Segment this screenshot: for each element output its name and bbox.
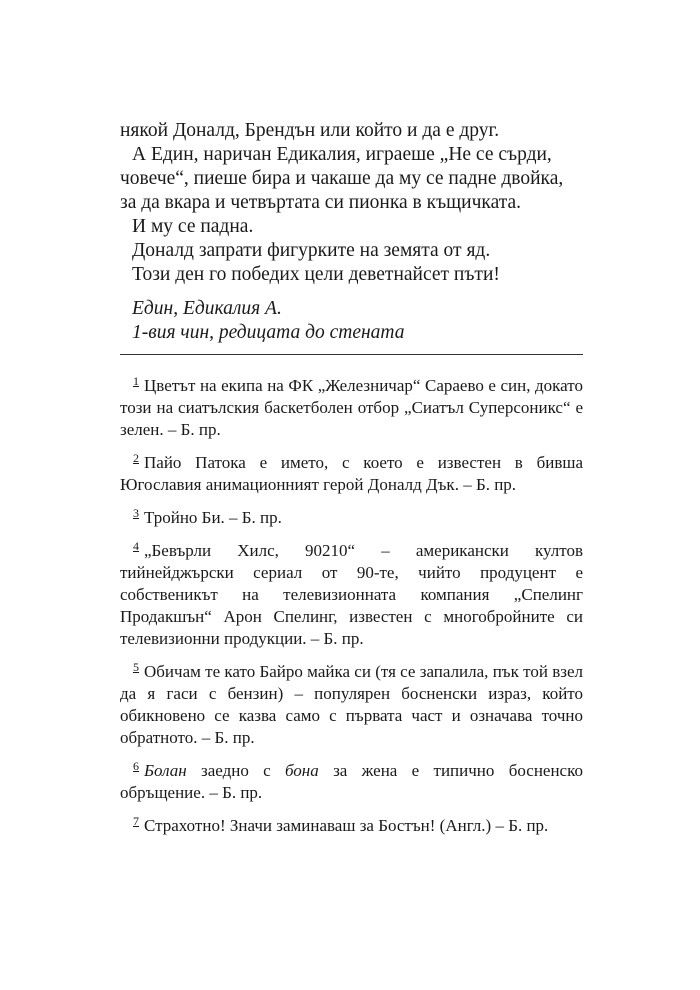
- footnote: [120, 535, 583, 650]
- footnote-mark[interactable]: 5: [133, 660, 139, 674]
- footnotes: [120, 370, 583, 843]
- footnote-text: Тройно Би. – Б. пр.: [144, 508, 282, 527]
- footnote-mark[interactable]: 7: [133, 814, 139, 828]
- body-line: Този ден го победих цели деветнайсет пъти!: [132, 264, 500, 285]
- footnote-mark[interactable]: 1: [133, 374, 139, 388]
- body-line: И му се падна.: [132, 216, 254, 237]
- footnote: [120, 656, 583, 749]
- footnote-divider: [120, 354, 583, 355]
- footnote-text: Цветът на екипа на ФК „Железничар“ Сараево е син, докато този на сиатълския баскетболен отбор „Сиатъл Суперсоникс“ е зелен. – Б. пр.: [120, 376, 583, 439]
- footnote-text: заедно с: [186, 761, 285, 780]
- signature-name: Един, Едикалия А.: [132, 298, 282, 319]
- footnote-mark[interactable]: 3: [133, 506, 139, 520]
- body-line: някой Доналд, Брендън или който и да е друг.: [120, 120, 500, 141]
- footnote-mark[interactable]: 2: [133, 451, 139, 465]
- footnote-mark[interactable]: 4: [133, 539, 139, 553]
- footnote-text: Пайо Патока е името, с което е известен в бивша Югославия анимационният герой Доналд Дък. – Б. пр.: [120, 453, 583, 494]
- footnote: [120, 370, 583, 441]
- footnote-text: Обичам те като Байро майка си (тя се запалила, пък той взел да я гаси с бензин) – популярен босненски израз, който обикновено се казва само с първата част и означава точно обратното. – Б. пр.: [120, 662, 583, 747]
- footnote-text: Страхотно! Значи заминаваш за Бостън! (Англ.) – Б. пр.: [144, 816, 549, 835]
- footnote-mark[interactable]: 6: [133, 759, 139, 773]
- footnote-emphasis: Болан: [144, 761, 187, 780]
- footnote: [120, 502, 583, 529]
- signature-block: [132, 297, 572, 345]
- footnote-emphasis: бона: [284, 761, 319, 780]
- signature-place: 1-вия чин, редицата до стената: [132, 322, 405, 343]
- body-text: [120, 119, 582, 287]
- body-line: Доналд запрати фигурките на земята от яд.: [132, 240, 491, 261]
- footnote: [120, 810, 583, 837]
- footnote-text: за жена е типично босненско обръщение. – Б. пр.: [120, 761, 583, 802]
- body-paragraph: А Един, наричан Едикалия, играеше „Не се сърди, човече“, пиеше бира и чакаше да му се падне двойка, за да вкара и четвъртата си пионка в къщичката.: [120, 144, 564, 213]
- footnote-text: „Бевърли Хилс, 90210“ – американски култов тийнейджърски сериал от 90-те, чийто продуцент е собственикът на телевизионната компания „Спелинг Продакшън“ Арон Спелинг, известен с многобройните си телевизионни продукции. – Б. пр.: [120, 541, 583, 648]
- footnote: [120, 755, 583, 804]
- footnote: [120, 447, 583, 496]
